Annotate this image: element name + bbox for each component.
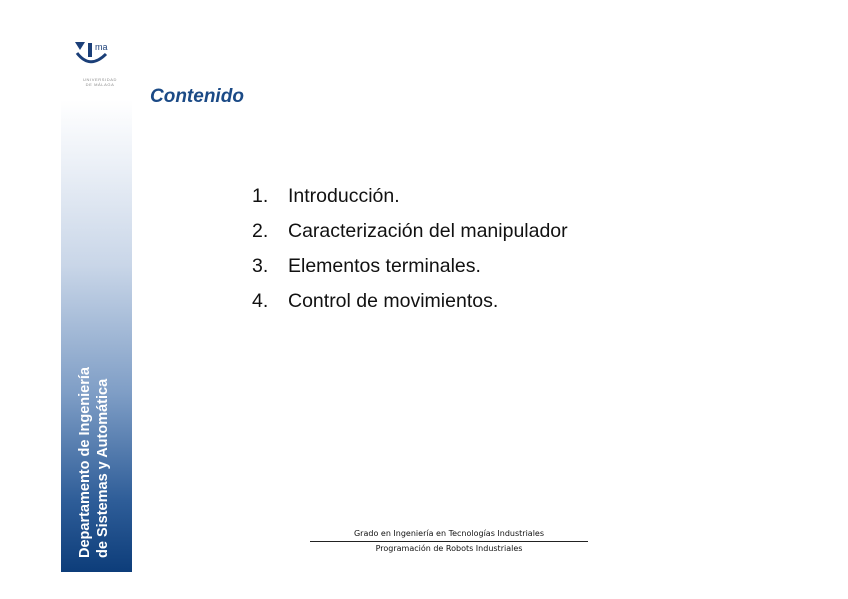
university-line-1: UNIVERSIDAD	[83, 77, 117, 82]
list-item	[252, 289, 568, 324]
list-item-label: Introducción.	[288, 185, 400, 207]
list-item-label: Control de movimientos.	[288, 290, 499, 312]
list-item	[252, 184, 568, 219]
university-line-2: DE MÁLAGA	[85, 82, 115, 87]
list-item-number: 3.	[252, 255, 269, 277]
footer-course: Programación de Robots Industriales	[375, 544, 523, 553]
list-item-number: 2.	[252, 220, 269, 242]
university-name	[72, 77, 128, 87]
department-line-1: Departamento de Ingeniería	[77, 367, 93, 558]
list-item	[252, 219, 568, 254]
list-item	[252, 254, 568, 289]
list-item-label: Caracterización del manipulador	[288, 220, 568, 242]
list-item-label: Elementos terminales.	[288, 255, 481, 277]
slide-title: Contenido	[150, 86, 244, 107]
logo-mark: ma	[95, 42, 108, 52]
department-label	[76, 318, 112, 558]
list-item-number: 1.	[252, 185, 269, 207]
contents-list	[252, 184, 568, 324]
slide-footer	[310, 529, 588, 553]
list-item-number: 4.	[252, 290, 269, 312]
department-line-2: de Sistemas y Automática	[95, 378, 111, 558]
footer-degree: Grado en Ingeniería en Tecnologías Industriales	[310, 529, 588, 542]
